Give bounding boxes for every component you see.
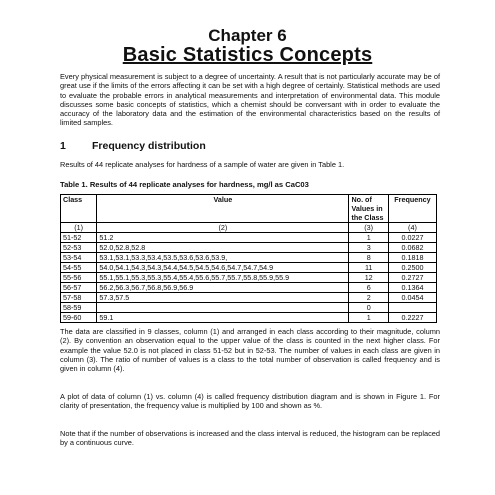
class-cell: 55-56 <box>61 273 97 283</box>
value-cell: 59.1 <box>97 313 349 323</box>
count-cell: 6 <box>349 283 388 293</box>
note-paragraph: Note that if the number of observations is increased and the class interval is reduced, the histogram can be replaced by a continuous curve. <box>60 429 441 448</box>
value-cell: 53.1,53.1,53.3,53.4,53.5,53.6,53.6,53.9, <box>97 253 349 263</box>
frequency-cell: 0.2727 <box>388 273 436 283</box>
count-cell: 0 <box>349 303 388 313</box>
value-cell <box>97 303 349 313</box>
results-table <box>60 194 437 323</box>
section-intro: Results of 44 replicate analyses for hardness of a sample of water are given in Table 1. <box>60 160 345 169</box>
count-cell: 3 <box>349 243 388 253</box>
frequency-cell: 0.2227 <box>388 313 436 323</box>
table-row <box>61 303 437 313</box>
table-caption: Table 1. Results of 44 replicate analyses for hardness, mg/l as CaC03 <box>60 180 309 189</box>
frequency-cell: 0.0227 <box>388 233 436 243</box>
col-number: (3) <box>349 223 388 233</box>
column-number-row <box>61 223 437 233</box>
table-row <box>61 283 437 293</box>
count-cell: 1 <box>349 313 388 323</box>
class-cell: 59-60 <box>61 313 97 323</box>
class-cell: 52-53 <box>61 243 97 253</box>
value-cell: 57.3,57.5 <box>97 293 349 303</box>
table-row <box>61 293 437 303</box>
count-cell: 2 <box>349 293 388 303</box>
header-value: Value <box>97 195 349 223</box>
section-number: 1 <box>60 140 66 152</box>
value-cell: 51.2 <box>97 233 349 243</box>
class-cell: 58-59 <box>61 303 97 313</box>
col-number: (4) <box>388 223 436 233</box>
count-cell: 1 <box>349 233 388 243</box>
value-cell: 54.0,54.1,54.3,54.3,54.4,54.5,54.5,54.6,54.7,54.7,54.9 <box>97 263 349 273</box>
intro-paragraph: Every physical measurement is subject to a degree of uncertainty. A result that is not particularly accurate may be of great use if the limits of the errors affecting it can be set with a high degree of certainly. Statistical methods are used to evaluate the probable errors in analytical measurements and interpretation of environmental data. This module discusses some basic concepts of statistics, which a chemist should be conversant with in order to evaluate the accuracy of the laboratory data and the estimation of the environmental characteristics based on the results of limited samples. <box>60 72 440 128</box>
classes-paragraph: The data are classified in 9 classes, column (1) and arranged in each class according to their magnitude, column (2). By convention an observation equal to the upper value of the class is counted in the next higher class. For example the value 52.0 is not placed in class 51-52 but in 52-53. The number of values in each class are given in column (3). The ratio of number of values is a class to the total number of observation is called frequency and is given in column (4). <box>60 327 440 374</box>
table-row <box>61 263 437 273</box>
section-heading <box>60 140 206 152</box>
header-class: Class <box>61 195 97 223</box>
count-cell: 12 <box>349 273 388 283</box>
frequency-cell: 0.0454 <box>388 293 436 303</box>
chapter-label: Chapter 6 <box>208 26 287 45</box>
class-cell: 54-55 <box>61 263 97 273</box>
page-title: Basic Statistics Concepts <box>122 44 373 66</box>
table-row <box>61 233 437 243</box>
class-cell: 51-52 <box>61 233 97 243</box>
frequency-cell: 0.2500 <box>388 263 436 273</box>
header-count: No. of Values in the Class <box>349 195 388 223</box>
frequency-cell <box>388 303 436 313</box>
count-cell: 8 <box>349 253 388 263</box>
header-frequency: Frequency <box>388 195 436 223</box>
col-number: (2) <box>97 223 349 233</box>
section-title: Frequency distribution <box>92 140 206 152</box>
table-row <box>61 313 437 323</box>
table-header-row <box>61 195 437 223</box>
frequency-cell: 0.1818 <box>388 253 436 263</box>
table-row <box>61 253 437 263</box>
class-cell: 57-58 <box>61 293 97 303</box>
value-cell: 56.2,56.3,56.7,56.8,56.9,56.9 <box>97 283 349 293</box>
frequency-cell: 0.0682 <box>388 243 436 253</box>
col-number: (1) <box>61 223 97 233</box>
plot-paragraph: A plot of data of column (1) vs. column (4) is called frequency distribution diagram and is shown in Figure 1. For clarity of presentation, the frequency value is multiplied by 100 and shown as %. <box>60 392 440 411</box>
class-cell: 53-54 <box>61 253 97 263</box>
count-cell: 11 <box>349 263 388 273</box>
value-cell: 52.0,52.8,52.8 <box>97 243 349 253</box>
table-row <box>61 273 437 283</box>
value-cell: 55.1,55.1,55.3,55.3,55.4,55.4,55.6,55.7,55.7,55.8,55.9,55.9 <box>97 273 349 283</box>
class-cell: 56-57 <box>61 283 97 293</box>
frequency-cell: 0.1364 <box>388 283 436 293</box>
table-row <box>61 243 437 253</box>
